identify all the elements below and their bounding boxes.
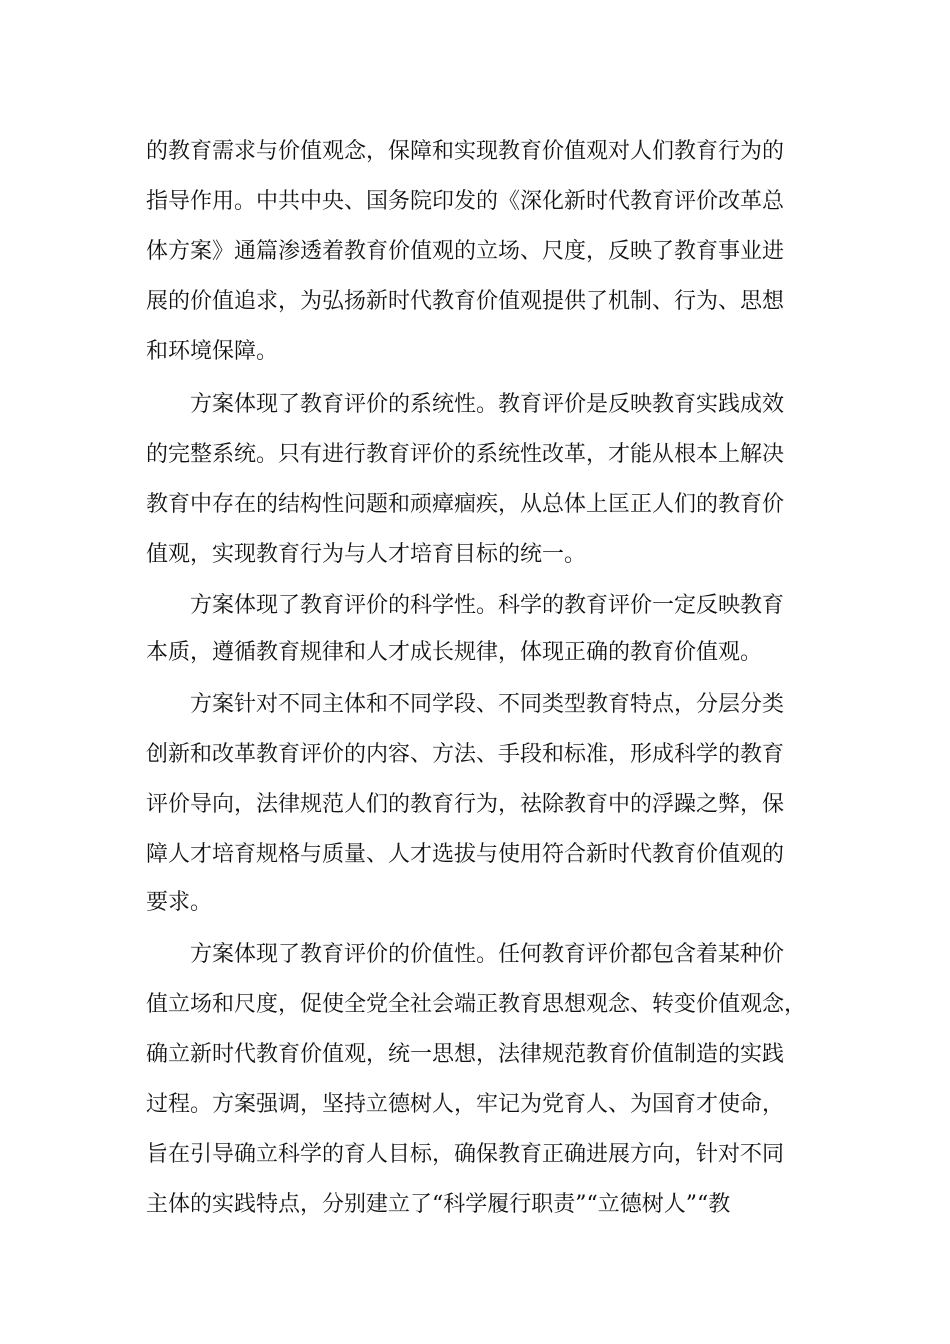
text-line-3: 体方案》通篇渗透着教育价值观的立场、尺度，反映了教育事业进	[146, 239, 785, 264]
text-line-10: 方案体现了教育评价的科学性。科学的教育评价一定反映教育	[190, 593, 785, 618]
text-line-1: 的教育需求与价值观念，保障和实现教育价值观对人们教育行为的	[146, 139, 785, 164]
text-line-2: 指导作用。中共中央、国务院印发的《深化新时代教育评价改革总	[146, 189, 785, 214]
text-line-21: 旨在引导确立科学的育人目标，确保教育正确进展方向，针对不同	[146, 1142, 785, 1167]
text-line-8: 教育中存在的结构性问题和顽瘴痼疾，从总体上匡正人们的教育价	[146, 492, 785, 517]
text-line-6: 方案体现了教育评价的系统性。教育评价是反映教育实践成效	[190, 392, 785, 417]
text-line-4: 展的价值追求，为弘扬新时代教育价值观提供了机制、行为、思想	[146, 289, 785, 314]
text-line-19: 确立新时代教育价值观，统一思想，法律规范教育价值制造的实践	[146, 1042, 785, 1067]
text-line-20: 过程。方案强调，坚持立德树人，牢记为党育人、为国育才使命，	[146, 1092, 785, 1117]
text-line-13: 创新和改革教育评价的内容、方法、手段和标准，形成科学的教育	[146, 742, 785, 767]
text-line-9: 值观，实现教育行为与人才培育目标的统一。	[146, 542, 587, 567]
text-line-22: 主体的实践特点，分别建立了“科学履行职责”“立德树人”“教	[146, 1192, 731, 1217]
text-line-12: 方案针对不同主体和不同学段、不同类型教育特点，分层分类	[190, 692, 785, 717]
text-line-15: 障人才培育规格与质量、人才选拔与使用符合新时代教育价值观的	[146, 842, 785, 867]
text-line-17: 方案体现了教育评价的价值性。任何教育评价都包含着某种价	[190, 942, 785, 967]
text-line-5: 和环境保障。	[146, 339, 279, 364]
text-line-7: 的完整系统。只有进行教育评价的系统性改革，才能从根本上解决	[146, 442, 785, 467]
text-line-16: 要求。	[146, 890, 213, 915]
text-line-18: 值立场和尺度，促使全党全社会端正教育思想观念、转变价值观念，	[146, 992, 807, 1017]
text-line-14: 评价导向，法律规范人们的教育行为，祛除教育中的浮躁之弊，保	[146, 792, 785, 817]
text-line-11: 本质，遵循教育规律和人才成长规律，体现正确的教育价值观。	[146, 640, 763, 665]
